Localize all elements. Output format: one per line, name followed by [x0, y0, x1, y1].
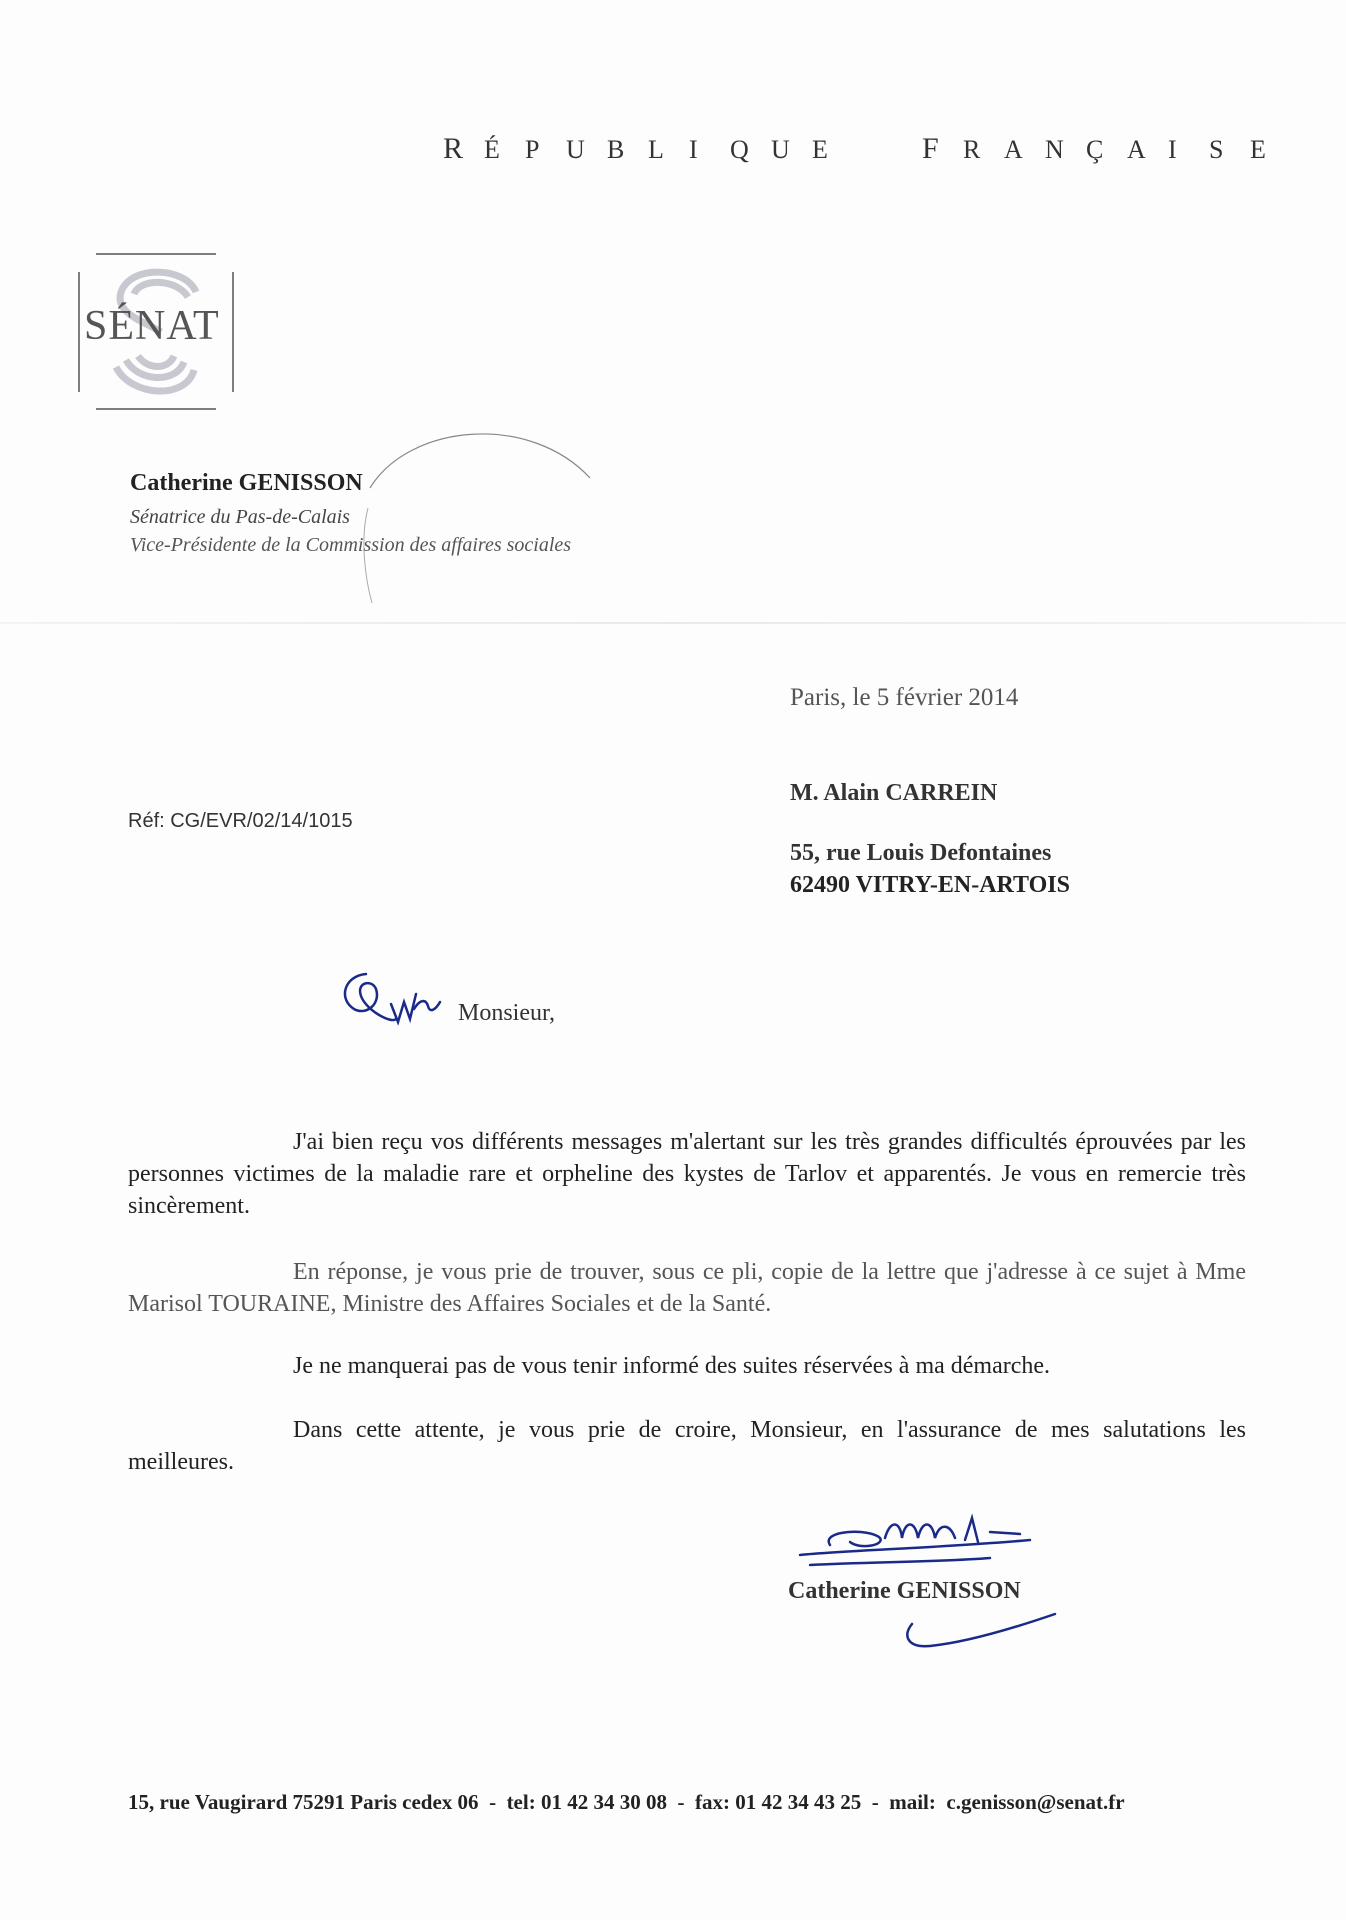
- letter: I: [1168, 135, 1177, 164]
- footer-fax: - fax: 01 42 34 43 25: [667, 1790, 861, 1814]
- letter: R: [443, 132, 464, 165]
- fold-line: [0, 622, 1346, 624]
- republique-francaise-header: [378, 72, 1278, 226]
- letter: B: [607, 135, 625, 164]
- letter: P: [525, 135, 540, 164]
- footer-mail: - mail: c.genisson@senat.fr: [861, 1790, 1124, 1814]
- handwritten-signature-icon: [790, 1510, 1040, 1570]
- sender-subtitle: Vice-Présidente de la Commission des affaires sociales: [130, 534, 572, 556]
- body-paragraph: J'ai bien reçu vos différents messages m'alertant sur les très grandes difficultés éprouvées par les personnes victimes de la maladie rare et orpheline des kystes de Tarlov et apparentés. Je vous en remercie très sincèrement.: [128, 1129, 1246, 1219]
- sender-title: Sénatrice du Pas-de-Calais: [130, 506, 350, 528]
- footer-tel: - tel: 01 42 34 30 08: [479, 1790, 667, 1814]
- letter: I: [689, 135, 698, 164]
- reference-number: Réf: CG/EVR/02/14/1015: [128, 810, 353, 832]
- republique-word: [404, 102, 853, 196]
- letter: A: [1127, 135, 1146, 164]
- footer-contact: [128, 1790, 1125, 1815]
- recipient-street: 55, rue Louis Defontaines: [790, 840, 1052, 866]
- faint-stamp-mark: [350, 418, 610, 608]
- body-paragraph: Je ne manquerai pas de vous tenir informé des suites réservées à ma démarche.: [293, 1353, 1051, 1379]
- signature-flourish-icon: [900, 1606, 1060, 1656]
- footer-address: 15, rue Vaugirard 75291 Paris cedex 06: [128, 1790, 479, 1814]
- letter: É: [484, 135, 500, 164]
- body-paragraph: En réponse, je vous prie de trouver, sous ce pli, copie de la lettre que j'adresse à ce sujet à Mme Marisol TOURAINE, Ministre des Affaires Sociales et de la Santé.: [128, 1259, 1246, 1317]
- letter-date: Paris, le 5 février 2014: [790, 684, 1019, 711]
- letter: Q: [730, 135, 749, 164]
- body-paragraph: Dans cette attente, je vous prie de croire, Monsieur, en l'assurance de mes salutations les meilleures.: [128, 1417, 1246, 1475]
- letter: F: [922, 132, 939, 165]
- salutation: Monsieur,: [458, 1000, 556, 1026]
- francaise-word: [883, 102, 1291, 196]
- senat-logo-text: SÉNAT: [84, 303, 220, 349]
- letter: Ç: [1086, 135, 1104, 164]
- letter: E: [1250, 135, 1266, 164]
- letter: A: [1004, 135, 1023, 164]
- letter: L: [648, 135, 664, 164]
- letter: U: [771, 135, 790, 164]
- letter: E: [812, 135, 828, 164]
- letter: N: [1045, 135, 1064, 164]
- sender-name: Catherine GENISSON: [130, 470, 363, 496]
- handwritten-initials-icon: [336, 964, 446, 1034]
- letter: U: [566, 135, 585, 164]
- recipient-name: M. Alain CARREIN: [790, 780, 998, 806]
- recipient-city: 62490 VITRY-EN-ARTOIS: [790, 872, 1070, 898]
- signature-name: Catherine GENISSON: [788, 1578, 1021, 1604]
- letter: R: [963, 135, 981, 164]
- letter: S: [1209, 135, 1224, 164]
